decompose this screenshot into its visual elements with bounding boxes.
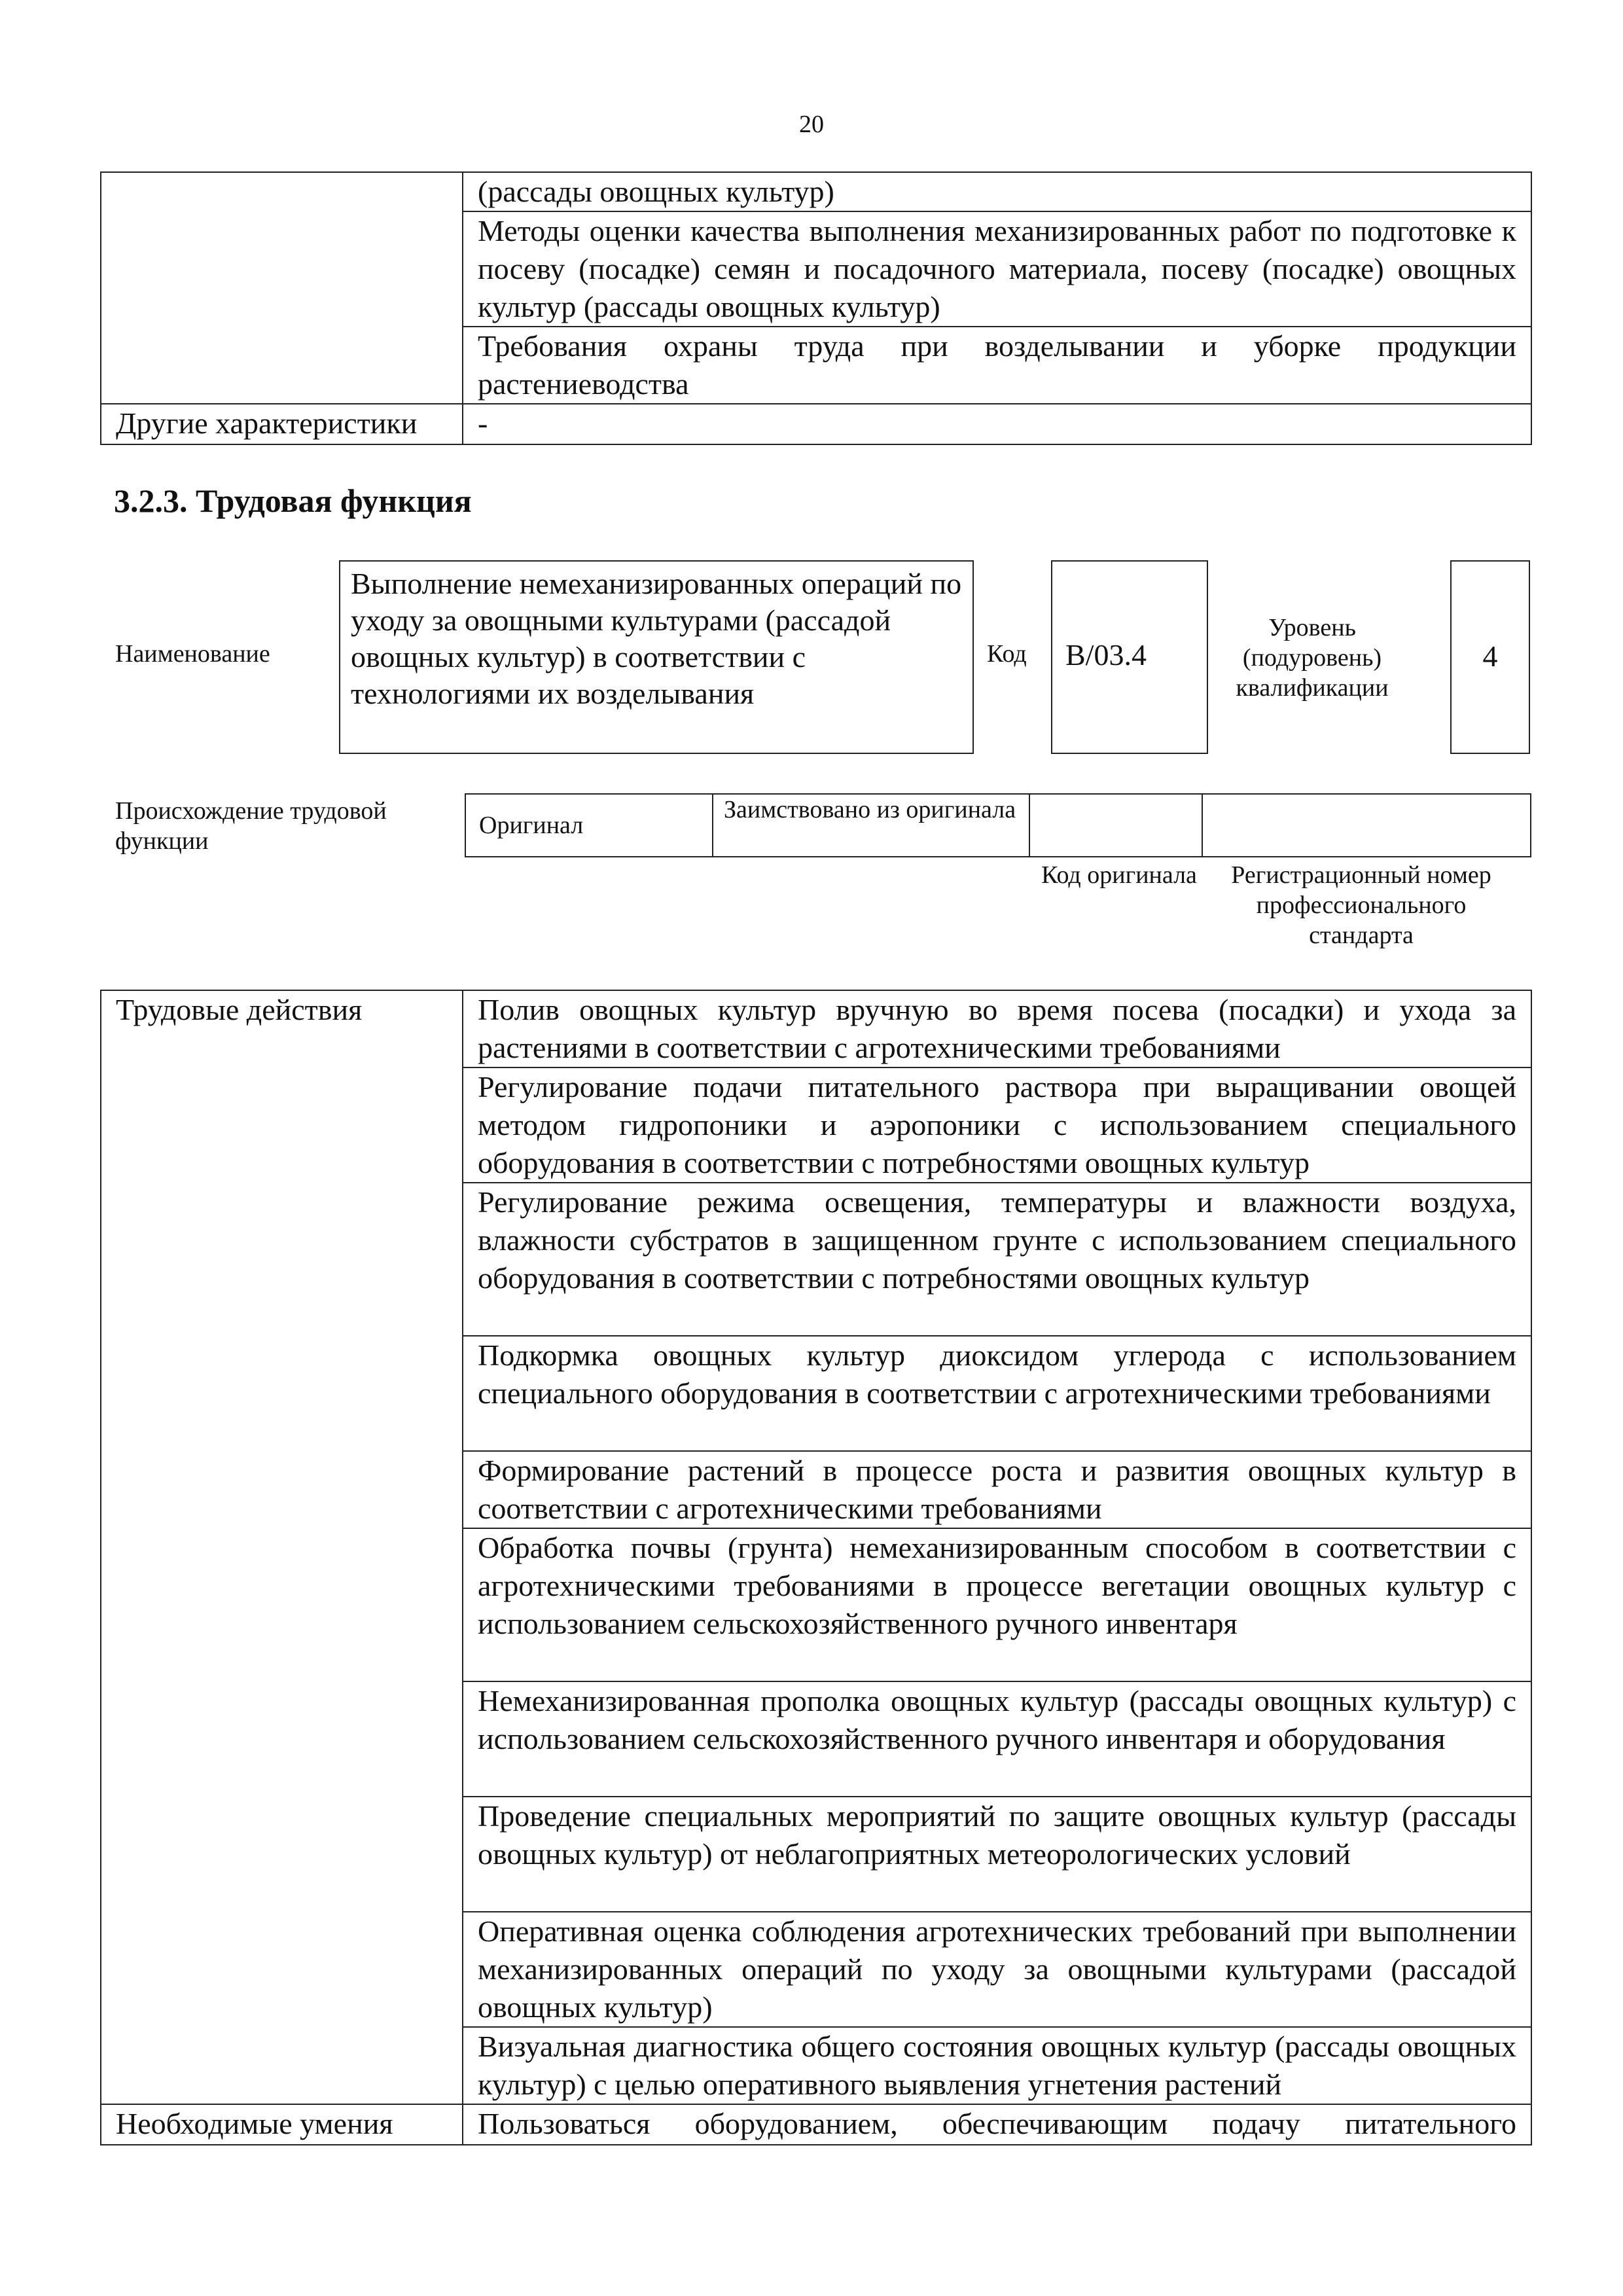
knowledge-item: Методы оценки качества выполнения механизированных работ по подготовке к посеву (посадке) семян и посадочного материала, посеву (посадке) овощных культур (рассады овощных культур) — [463, 211, 1531, 327]
level-box — [1450, 560, 1530, 754]
action-item: Регулирование режима освещения, температуры и влажности воздуха, влажности субстратов в защищенном грунте с использованием специального оборудования в соответствии с потребностями овощных культур — [463, 1183, 1531, 1336]
section-title: 3.2.3. Трудовая функция — [114, 482, 472, 519]
skill-item: Пользоваться оборудованием, обеспечивающим подачу питательного — [463, 2104, 1531, 2145]
action-item: Регулирование подачи питательного раствора при выращивании овощей методом гидропоники и аэропоники с использованием специального оборудования в соответствии с потребностями овощных культур — [463, 1067, 1531, 1183]
code-box — [1051, 560, 1208, 754]
knowledge-item: Требования охраны труда при возделывании и уборке продукции растениеводства — [463, 327, 1531, 404]
action-item: Подкормка овощных культур диоксидом углерода с использованием специального оборудования в соответствии с агротехническими требованиями — [463, 1336, 1531, 1451]
action-item: Обработка почвы (грунта) немеханизированным способом в соответствии с агротехническими требованиями в процессе вегетации овощных культур с использованием сельскохозяйственного ручного инвентаря — [463, 1528, 1531, 1681]
origin-label: Происхождение трудовой функции — [115, 797, 387, 855]
origin-code-cell — [1029, 794, 1202, 857]
action-item: Немеханизированная прополка овощных культур (рассады овощных культур) с использованием сельскохозяйственного ручного инвентаря и оборудования — [463, 1681, 1531, 1797]
top-table — [100, 171, 1532, 445]
origin-original: Оригинал — [465, 794, 713, 857]
origin-borrowed: Заимствовано из оригинала — [713, 794, 1029, 857]
actions-label: Трудовые действия — [101, 990, 463, 2104]
origin-code-caption: Код оригинала — [1041, 861, 1197, 889]
skills-label: Необходимые умения — [101, 2104, 463, 2145]
knowledge-item: (рассады овощных культур) — [463, 172, 1531, 211]
origin-table — [465, 793, 1531, 857]
action-item: Визуальная диагностика общего состояния овощных культур (рассады овощных культур) с целью оперативного выявления угнетения растений — [463, 2027, 1531, 2104]
other-characteristics-value: - — [463, 404, 1531, 444]
code-label: Код — [987, 640, 1027, 668]
other-characteristics-label: Другие характеристики — [101, 404, 463, 444]
name-label: Наименование — [115, 640, 270, 668]
origin-reg-caption: Регистрационный номер профессионального стандарта — [1231, 861, 1491, 949]
code-value: B/03.4 — [1065, 638, 1147, 672]
action-item: Проведение специальных мероприятий по защите овощных культур (рассады овощных культур) от неблагоприятных метеорологических условий — [463, 1797, 1531, 1912]
origin-reg-cell — [1202, 794, 1531, 857]
function-name-box — [339, 560, 974, 754]
action-item: Полив овощных культур вручную во время посева (посадки) и ухода за растениями в соответствии с агротехническими требованиями — [463, 990, 1531, 1067]
function-name: Выполнение немеханизированных операций по уходу за овощными культурами (рассадой овощных культур) в соответствии с технологиями их возделывания — [351, 567, 962, 710]
action-item: Формирование растений в процессе роста и развития овощных культур в соответствии с агротехническими требованиями — [463, 1451, 1531, 1528]
main-table — [100, 990, 1532, 2145]
empty-label-cell — [101, 172, 463, 404]
action-item: Оперативная оценка соблюдения агротехнических требований при выполнении механизированных операций по уходу за овощными культурами (рассадой овощных культур) — [463, 1912, 1531, 2027]
level-value: 4 — [1482, 639, 1498, 673]
page-number: 20 — [799, 111, 824, 138]
level-label: Уровень (подуровень) квалификации — [1236, 614, 1389, 702]
